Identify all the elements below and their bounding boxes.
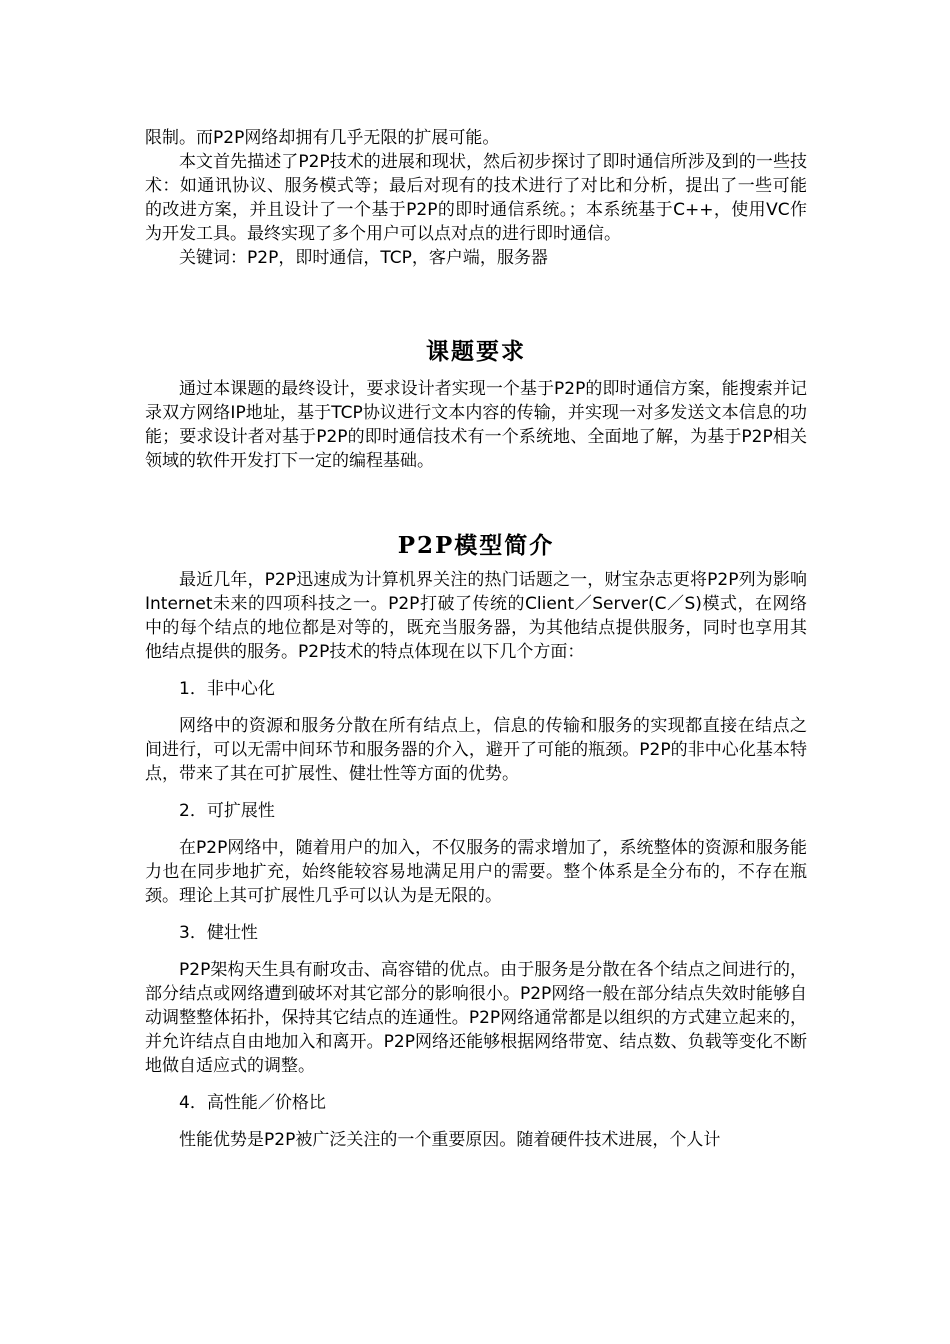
feature-body-3: P2P架构天生具有耐攻击、高容错的优点。由于服务是分散在各个结点之间进行的，部分结点或网络遭到破坏对其它部分的影响很小。P2P网络一般在部分结点失效时能够自动调整整体拓扑，保持其它结点的连通性。P2P网络通常都是以组织的方式建立起来的，并允许结点自由地加入和离开。P2P网络还能够根据网络带宽、结点数、负载等变化不断地做自适应式的调整。	[145, 960, 807, 1076]
feature-heading-1: 1．非中心化	[179, 679, 275, 699]
intro-paragraph-1: 限制。而P2P网络却拥有几乎无限的扩展可能。	[145, 128, 500, 148]
keywords-line: 关键词：P2P，即时通信，TCP，客户端，服务器	[179, 248, 548, 268]
intro-paragraph-2: 本文首先描述了P2P技术的进展和现状，然后初步探讨了即时通信所涉及到的一些技术：如通讯协议、服务模式等；最后对现有的技术进行了对比和分析，提出了一些可能的改进方案，并且设计了一个基于P2P的即时通信系统。；本系统基于C++，使用VC作为开发工具。最终实现了多个用户可以点对点的进行即时通信。	[145, 152, 807, 244]
requirements-title: 课题要求	[426, 338, 526, 365]
feature-heading-4: 4．高性能／价格比	[179, 1093, 326, 1113]
requirements-body: 通过本课题的最终设计，要求设计者实现一个基于P2P的即时通信方案，能搜索并记录双方网络IP地址，基于TCP协议进行文本内容的传输，并实现一对多发送文本信息的功能；要求设计者对基于P2P的即时通信技术有一个系统地、全面地了解，为基于P2P相关领域的软件开发打下一定的编程基础。	[145, 379, 807, 471]
feature-heading-2: 2．可扩展性	[179, 801, 275, 821]
feature-body-1: 网络中的资源和服务分散在所有结点上，信息的传输和服务的实现都直接在结点之间进行，可以无需中间环节和服务器的介入，避开了可能的瓶颈。P2P的非中心化基本特点，带来了其在可扩展性、健壮性等方面的优势。	[145, 716, 807, 784]
document-page	[145, 126, 807, 1152]
feature-body-2: 在P2P网络中，随着用户的加入，不仅服务的需求增加了，系统整体的资源和服务能力也在同步地扩充，始终能较容易地满足用户的需要。整个体系是全分布的，不存在瓶颈。理论上其可扩展性几乎可以认为是无限的。	[145, 838, 807, 906]
feature-body-4: 性能优势是P2P被广泛关注的一个重要原因。随着硬件技术进展，个人计	[179, 1130, 721, 1150]
p2p-intro: 最近几年，P2P迅速成为计算机界关注的热门话题之一，财宝杂志更将P2P列为影响Internet未来的四项科技之一。P2P打破了传统的Client／Server(C／S)模式，在网络中的每个结点的地位都是对等的，既充当服务器，为其他结点提供服务，同时也享用其他结点提供的服务。P2P技术的特点体现在以下几个方面：	[145, 570, 807, 662]
feature-heading-3: 3．健壮性	[179, 923, 258, 943]
p2p-title: P2P模型简介	[397, 532, 555, 559]
